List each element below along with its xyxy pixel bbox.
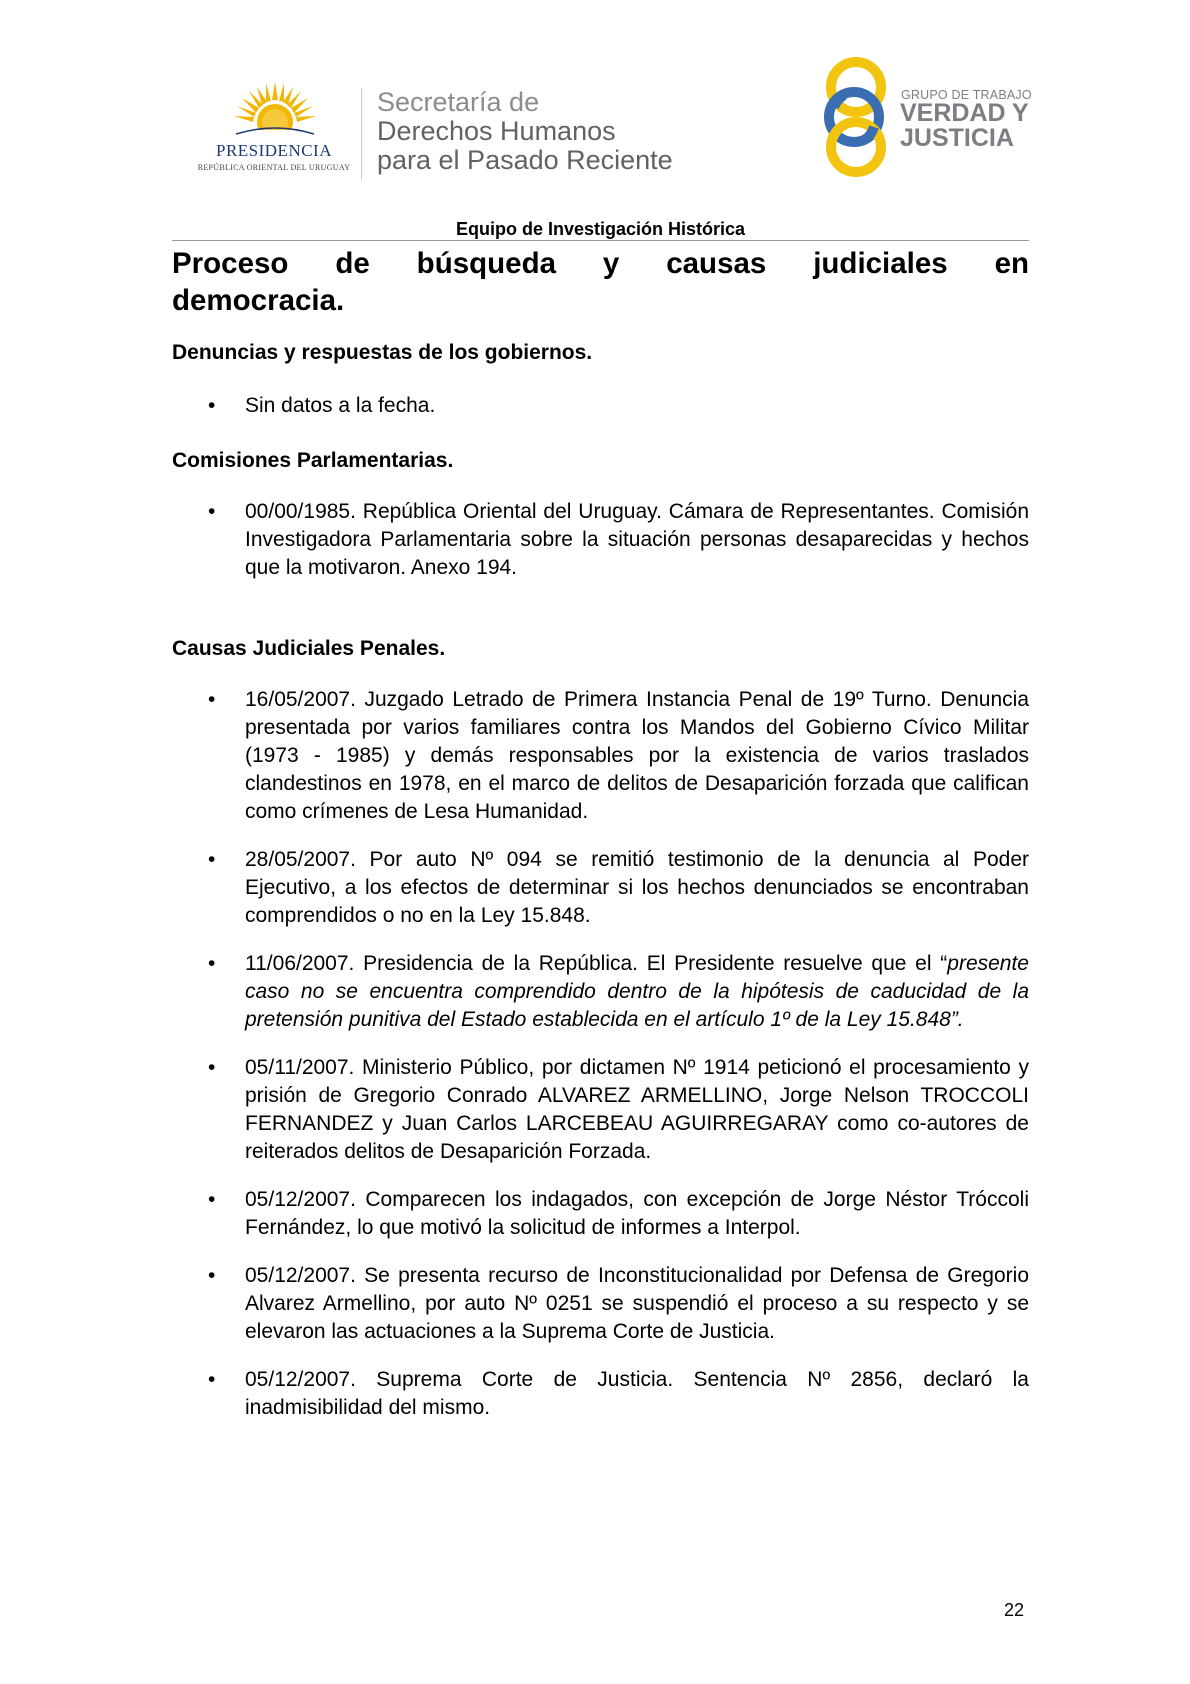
list-item: [172, 498, 1029, 582]
bullet: •: [208, 848, 216, 871]
causas-list: [172, 686, 1029, 1442]
title-word: causas: [666, 247, 767, 280]
list-item-text: 05/12/2007. Se presenta recurso de Inconstitucionalidad por Defensa de Gregorio Alvarez Armellino, por auto Nº 0251 se suspendió el proceso a su respecto y se elevaron las actuaciones a la Suprema Corte de Justicia.: [245, 1264, 1029, 1343]
page-header: [0, 0, 1190, 200]
title-word: en: [994, 247, 1029, 280]
page-title: [172, 245, 1029, 319]
comisiones-list: [172, 498, 1029, 582]
list-item-text: Sin datos a la fecha.: [245, 394, 436, 417]
verdad-justicia-title: [900, 101, 1029, 151]
grupo-label: GRUPO DE TRABAJO: [901, 88, 1032, 102]
list-item: [172, 1186, 1029, 1242]
bullet: •: [208, 500, 216, 523]
header-divider: [361, 88, 362, 180]
presidencia-name: PRESIDENCIA: [215, 141, 332, 160]
quoted-resolution-text: presente caso no se encuentra comprendido dentro de la hipótesis de caducidad de la pretensión punitiva del Estado establecida en el artículo 1º de la Ley 15.848”.: [245, 952, 1029, 1031]
bullet: •: [208, 1188, 216, 1211]
bullet: •: [208, 688, 216, 711]
sun-emblem-icon: [232, 78, 318, 140]
title-word: Proceso: [172, 247, 289, 280]
verdad-label: VERDAD Y: [900, 99, 1029, 127]
secretaria-logo-text: [377, 88, 673, 175]
list-item-text: 16/05/2007. Juzgado Letrado de Primera Instancia Penal de 19º Turno. Denuncia presentada por varios familiares contra los Mandos del Gobierno Cívico Militar (1973 - 1985) y demás responsables por la existencia de varios traslados clandestinos en 1978, en el marco de delitos de Desaparición forzada que califican como crímenes de Lesa Humanidad.: [245, 688, 1029, 823]
title-line1: [172, 245, 1029, 282]
list-item: [172, 1054, 1029, 1166]
bullet: •: [208, 1368, 216, 1391]
secretaria-line2: Derechos Humanos: [377, 116, 616, 146]
secretaria-line3: para el Pasado Reciente: [377, 145, 673, 175]
list-item: [172, 392, 1029, 420]
bullet: •: [208, 1264, 216, 1287]
secretaria-line1: Secretaría de: [377, 87, 540, 117]
section-heading-causas: Causas Judiciales Penales.: [172, 637, 446, 660]
list-item-text: 11/06/2007. Presidencia de la República. El Presidente resuelve que el “: [245, 952, 948, 975]
title-word: de: [335, 247, 370, 280]
header-rule: [172, 240, 1029, 241]
page-number: 22: [1004, 1600, 1025, 1620]
title-word: búsqueda: [416, 247, 556, 280]
team-heading: Equipo de Investigación Histórica: [455, 219, 746, 239]
verdad-justicia-logo: [822, 55, 1032, 180]
bullet: •: [208, 952, 216, 975]
section-heading-denuncias: Denuncias y respuestas de los gobiernos.: [172, 341, 593, 364]
list-item-text: 05/12/2007. Suprema Corte de Justicia. Sentencia Nº 2856, declaró la inadmisibilidad del mismo.: [245, 1368, 1029, 1419]
justicia-label: JUSTICIA: [900, 124, 1014, 152]
title-line2: democracia.: [172, 284, 345, 317]
presidencia-logo: [196, 78, 356, 178]
list-item: [172, 1366, 1029, 1422]
document-body: [172, 245, 1029, 1419]
list-item: [172, 1262, 1029, 1346]
list-item-text: 05/12/2007. Comparecen los indagados, con excepción de Jorge Néstor Tróccoli Fernández, lo que motivó la solicitud de informes a Interpol.: [245, 1188, 1029, 1239]
interlocked-rings-icon: [822, 55, 894, 180]
list-item: [172, 846, 1029, 930]
list-item: [172, 686, 1029, 826]
list-item-text: 05/11/2007. Ministerio Público, por dictamen Nº 1914 peticionó el procesamiento y prisión de Gregorio Conrado ALVAREZ ARMELLINO, Jorge Nelson TROCCOLI FERNANDEZ y Juan Carlos LARCEBEAU AGUIRREGARAY como co-autores de reiterados delitos de Desaparición Forzada.: [245, 1056, 1029, 1163]
title-word: y: [602, 247, 620, 280]
presidencia-subtitle: REPÚBLICA ORIENTAL DEL URUGUAY: [197, 163, 351, 172]
bullet: •: [208, 1056, 216, 1079]
list-item-text: 00/00/1985. República Oriental del Uruguay. Cámara de Representantes. Comisión Investigadora Parlamentaria sobre la situación personas desaparecidas y hechos que la motivaron. Anexo 194.: [245, 500, 1029, 579]
bullet: •: [208, 394, 216, 417]
section-heading-comisiones: Comisiones Parlamentarias.: [172, 449, 454, 472]
list-item: [172, 950, 1029, 1034]
denuncias-list: [172, 392, 1029, 420]
title-word: judiciales: [813, 247, 948, 280]
list-item-text: 28/05/2007. Por auto Nº 094 se remitió testimonio de la denuncia al Poder Ejecutivo, a los efectos de determinar si los hechos denunciados se encontraban comprendidos o no en la Ley 15.848.: [245, 848, 1029, 927]
